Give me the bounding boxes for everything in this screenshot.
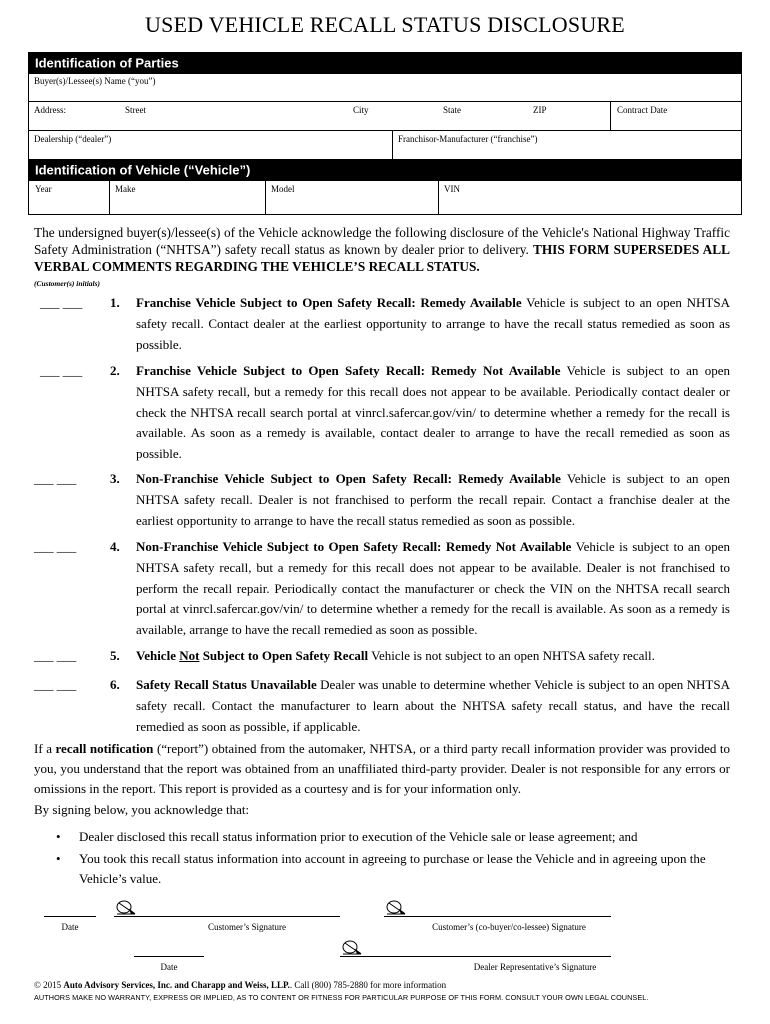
dealer-row bbox=[28, 130, 742, 160]
zip-label: ZIP bbox=[533, 105, 547, 115]
vehicle-row bbox=[28, 180, 742, 215]
item-body: Vehicle is not subject to an open NHTSA safety recall. bbox=[368, 648, 655, 663]
model-label: Model bbox=[271, 184, 295, 194]
divider bbox=[610, 102, 611, 130]
vehicle-header bbox=[28, 159, 742, 181]
report-paragraph bbox=[34, 739, 730, 799]
state-label: State bbox=[443, 105, 461, 115]
initials-blank[interactable]: ___ ___ bbox=[34, 539, 77, 554]
item-body: Vehicle is subject to an open NHTSA safety recall, but a remedy for this recall does not appear to be available. Periodically contact dealer or check the NHTSA recall search portal at vinrcl.safercar.gov/vin/ to determine whether a remedy for the recall is available. As soon as a remedy is available, contact dealer to arrange to have the recall remedied as soon as possible. bbox=[136, 363, 730, 462]
customer-signature-line[interactable] bbox=[114, 916, 340, 917]
recall-item-6 bbox=[34, 675, 730, 737]
item-body: Vehicle is subject to an open NHTSA safety recall. Contact dealer at the earliest opportunity to arrange to have the recall status remedied as soon as possible. bbox=[136, 295, 730, 352]
initials-blank[interactable]: ___ ___ bbox=[40, 295, 83, 310]
item-title: Franchise Vehicle Subject to Open Safety Recall: Remedy Available bbox=[136, 295, 522, 310]
acknowledgement-list bbox=[34, 827, 734, 891]
item-title: Franchise Vehicle Subject to Open Safety Recall: Remedy Not Available bbox=[136, 363, 561, 378]
sign-here-icon bbox=[116, 899, 136, 915]
report-pre: If a bbox=[34, 741, 56, 756]
item-number: 3. bbox=[110, 471, 120, 486]
make-label: Make bbox=[115, 184, 136, 194]
vehicle-header-text: Identification of Vehicle (“Vehicle”) bbox=[35, 162, 251, 178]
buyer-name-label: Buyer(s)/Lessee(s) Name (“you”) bbox=[34, 76, 156, 86]
date-label: Date bbox=[61, 922, 79, 932]
recall-item-5 bbox=[34, 646, 730, 667]
recall-item-3 bbox=[34, 469, 730, 531]
copyright-authors: Auto Advisory Services, Inc. and Charapp and Weiss, LLP. bbox=[63, 980, 290, 990]
dealer-rep-signature-label: Dealer Representative’s Signature bbox=[473, 962, 597, 972]
initials-blank[interactable]: ___ ___ bbox=[34, 471, 77, 486]
contract-date-label: Contract Date bbox=[617, 105, 668, 115]
intro-text: The undersigned buyer(s)/lessee(s) of the Vehicle acknowledge the following disclosure of the Vehicle's National Highway Traffic Safety Administration (“NHTSA”) safety recall status as known by dealer prior to delivery. bbox=[34, 225, 730, 257]
copyright-line bbox=[34, 980, 446, 990]
list-item bbox=[34, 827, 734, 847]
sign-here-icon bbox=[342, 939, 362, 955]
divider bbox=[392, 131, 393, 159]
date-line-2[interactable] bbox=[134, 956, 204, 957]
list-item bbox=[34, 849, 734, 889]
address-label: Address: bbox=[34, 105, 66, 115]
report-post: (“report”) obtained from the automaker, NHTSA, or a third party recall information provider was provided to you, you understand that the report was obtained from an unaffiliated third-party provider. Dealer is not responsible for any errors or omissions in the report. This report is provided as a courtesy and is for your information only. bbox=[34, 741, 730, 796]
copyright-post: . Call (800) 785-2880 for more information bbox=[289, 980, 447, 990]
vin-label: VIN bbox=[444, 184, 460, 194]
recall-item-4 bbox=[34, 537, 730, 641]
dealership-label: Dealership (“dealer”) bbox=[34, 134, 112, 144]
divider bbox=[438, 181, 439, 214]
copyright-pre: © 2015 bbox=[34, 980, 64, 990]
date-label-2: Date bbox=[160, 962, 178, 972]
item-title-underlined: Not bbox=[179, 648, 200, 663]
acknowledge-text: By signing below, you acknowledge that: bbox=[34, 802, 250, 817]
item-title-b: Subject to Open Safety Recall bbox=[199, 648, 369, 663]
report-bold: recall notification bbox=[55, 741, 154, 756]
item-number: 6. bbox=[110, 677, 120, 692]
initials-blank[interactable]: ___ ___ bbox=[34, 648, 77, 663]
page-title: USED VEHICLE RECALL STATUS DISCLOSURE bbox=[145, 12, 625, 37]
street-label: Street bbox=[125, 105, 146, 115]
divider bbox=[109, 181, 110, 214]
customer-signature-label: Customer’s Signature bbox=[207, 922, 287, 932]
initials-blank[interactable]: ___ ___ bbox=[40, 363, 83, 378]
address-row bbox=[28, 101, 742, 131]
parties-header bbox=[28, 52, 742, 74]
item-body: Vehicle is subject to an open NHTSA safety recall. Dealer is not franchised to perform the recall repair. Contact a franchise dealer at the earliest opportunity to arrange to have the recall status remedied as soon as possible. bbox=[136, 471, 730, 528]
parties-header-text: Identification of Parties bbox=[35, 55, 179, 71]
item-number: 4. bbox=[110, 539, 120, 554]
item-body: Vehicle is subject to an open NHTSA safety recall, but a remedy for this recall does not appear to be available. Dealer is not franchised to perform the recall repair. Periodically contact the manufacturer or check the VIN on the NHTSA recall search portal at vinrcl.safercar.gov/vin/ to determine whether a remedy for the recall is available. As soon as a remedy is available, arrange to have the recall remedied as soon as possible. bbox=[136, 539, 730, 638]
initials-blank[interactable]: ___ ___ bbox=[34, 677, 77, 692]
item-body: Dealer was unable to determine whether Vehicle is subject to an open NHTSA safety recall. Contact the manufacturer to learn about the NHTSA safety recall status, and have the recall remedied as soon as possible, if applicable. bbox=[136, 677, 730, 734]
intro-bold: THIS FORM SUPERSEDES ALL VERBAL COMMENTS REGARDING THE VEHICLE’S RECALL STATUS. bbox=[34, 242, 731, 274]
sign-here-icon bbox=[386, 899, 406, 915]
customer-initials-label: (Customer(s) initials) bbox=[34, 279, 101, 288]
dealer-rep-signature-line[interactable] bbox=[340, 956, 611, 957]
divider bbox=[265, 181, 266, 214]
city-label: City bbox=[353, 105, 369, 115]
year-label: Year bbox=[35, 184, 52, 194]
bullet-icon: • bbox=[56, 851, 61, 866]
buyer-name-field[interactable] bbox=[28, 73, 742, 102]
recall-item-2 bbox=[34, 361, 730, 465]
co-buyer-signature-label: Customer’s (co-buyer/co-lessee) Signature bbox=[432, 922, 586, 932]
item-number: 2. bbox=[110, 363, 120, 378]
bullet-text: Dealer disclosed this recall status information prior to execution of the Vehicle sale or lease agreement; and bbox=[79, 829, 638, 844]
disclaimer: AUTHORS MAKE NO WARRANTY, EXPRESS OR IMPLIED, AS TO CONTENT OR FITNESS FOR PARTICULAR PURPOSE OF THIS FORM. CONSULT YOUR OWN LEGAL COUNSEL. bbox=[34, 993, 649, 1002]
co-buyer-signature-line[interactable] bbox=[384, 916, 611, 917]
item-title: Non-Franchise Vehicle Subject to Open Safety Recall: Remedy Available bbox=[136, 471, 561, 486]
bullet-icon: • bbox=[56, 829, 61, 844]
item-number: 1. bbox=[110, 295, 120, 310]
intro-paragraph bbox=[34, 224, 730, 275]
bullet-text: You took this recall status information into account in agreeing to purchase or lease the Vehicle and in agreeing upon the Vehicle’s value. bbox=[79, 851, 706, 886]
date-line[interactable] bbox=[44, 916, 96, 917]
item-title-a: Vehicle bbox=[136, 648, 180, 663]
recall-item-1 bbox=[34, 293, 730, 355]
item-number: 5. bbox=[110, 648, 120, 663]
item-title: Safety Recall Status Unavailable bbox=[136, 677, 317, 692]
item-title: Non-Franchise Vehicle Subject to Open Safety Recall: Remedy Not Available bbox=[136, 539, 572, 554]
franchisor-label: Franchisor-Manufacturer (“franchise”) bbox=[398, 134, 538, 144]
